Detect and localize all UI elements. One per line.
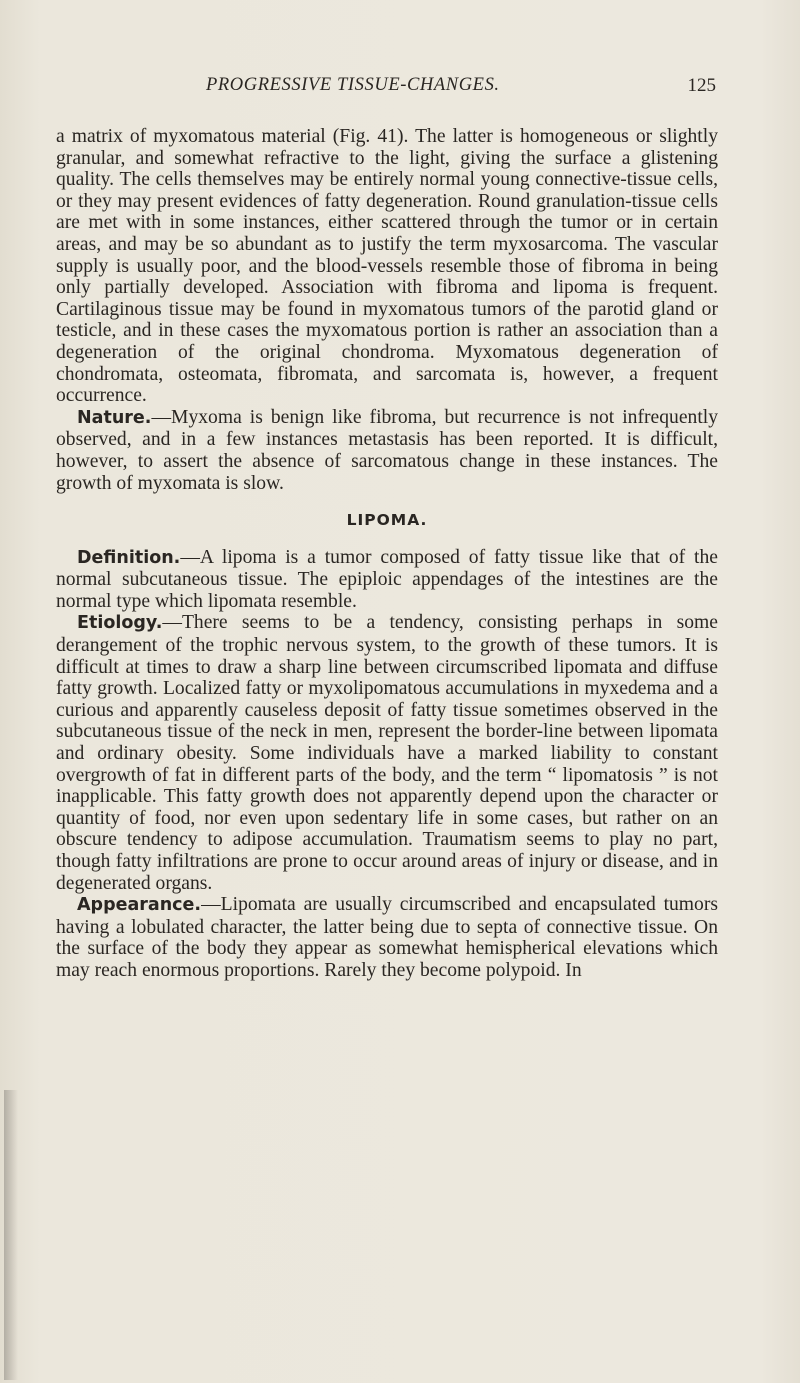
- paragraph-appearance: [56, 894, 718, 981]
- paragraph-etiology: [56, 612, 718, 894]
- page-header: [56, 75, 716, 105]
- running-head: PROGRESSIVE TISSUE-CHANGES.: [206, 75, 500, 95]
- etiology-heading: Etiology.: [77, 613, 163, 634]
- definition-text: —A lipoma is a tumor composed of fatty tissue like that of the normal subcutaneous tissue. The epiploic appendages of the intestines are the normal type which lipomata resemble.: [56, 546, 718, 612]
- paragraph-definition: [56, 547, 718, 613]
- appearance-text: —Lipomata are usually circumscribed and encapsulated tumors having a lobulated character, the latter being due to septa of connective tissue. On the surface of the body they appear as somewhat hemispherical elevations which may reach enormous proportions. Rarely they become polypoid. In: [56, 894, 718, 981]
- page-edge-shadow: [4, 1090, 18, 1380]
- page-number: 125: [687, 75, 716, 96]
- nature-text: —Myxoma is benign like fibroma, but recurrence is not infrequently observed, and in a few instances metastasis has been reported. It is difficult, however, to assert the absence of sarcomatous change in these instances. The growth of myxomata is slow.: [56, 406, 718, 494]
- page-body: [56, 126, 718, 982]
- definition-heading: Definition.: [77, 547, 181, 568]
- section-title-lipoma: LIPOMA.: [346, 511, 428, 530]
- etiology-text: —There seems to be a tendency, consisting perhaps in some derangement of the trophic nervous system, to the growth of these tumors. It is difficult at times to draw a sharp line between circumscribed lipomata and diffuse fatty growth. Localized fatty or myxolipomatous accumulations in myxedema and a curious and apparently causeless deposit of fatty tissue sometimes observed in the subcutaneous tissue of the neck in men, represent the border-line between lipomata and ordinary obesity. Some individuals have a marked liability to constant overgrowth of fat in different parts of the body, and the term “ lipomatosis ” is not inapplicable. This fatty growth does not apparently depend upon the character or quantity of food, nor even upon sedentary life in some cases, but rather on an obscure tendency to adipose accumulation. Traumatism seems to play no part, though fatty infiltrations are prone to occur around areas of injury or disease, and in degenerated organs.: [56, 612, 718, 894]
- appearance-heading: Appearance.: [77, 895, 202, 916]
- nature-heading: Nature.: [77, 407, 152, 428]
- paragraph-myxoma-matrix: a matrix of myxomatous material (Fig. 41). The latter is homogeneous or slightly granular, and somewhat refractive to the light, giving the surface a glistening quality. The cells themselves may be entirely normal young connective-tissue cells, or they may present evidences of fatty degeneration. Round granulation-tissue cells are met with in some instances, either scattered through the tumor or in certain areas, and may be so abundant as to justify the term myxosarcoma. The vascular supply is usually poor, and the blood-vessels resemble those of fibroma in being only partially developed. Association with fibroma and lipoma is frequent. Cartilaginous tissue may be found in myxomatous tumors of the parotid gland or testicle, and in these cases the myxomatous portion is rather an association than a degeneration of the original chondroma. Myxomatous degeneration of chondromata, osteomata, fibromata, and sarcomata is, however, a frequent occurrence.: [56, 126, 718, 407]
- paragraph-nature: [56, 407, 718, 494]
